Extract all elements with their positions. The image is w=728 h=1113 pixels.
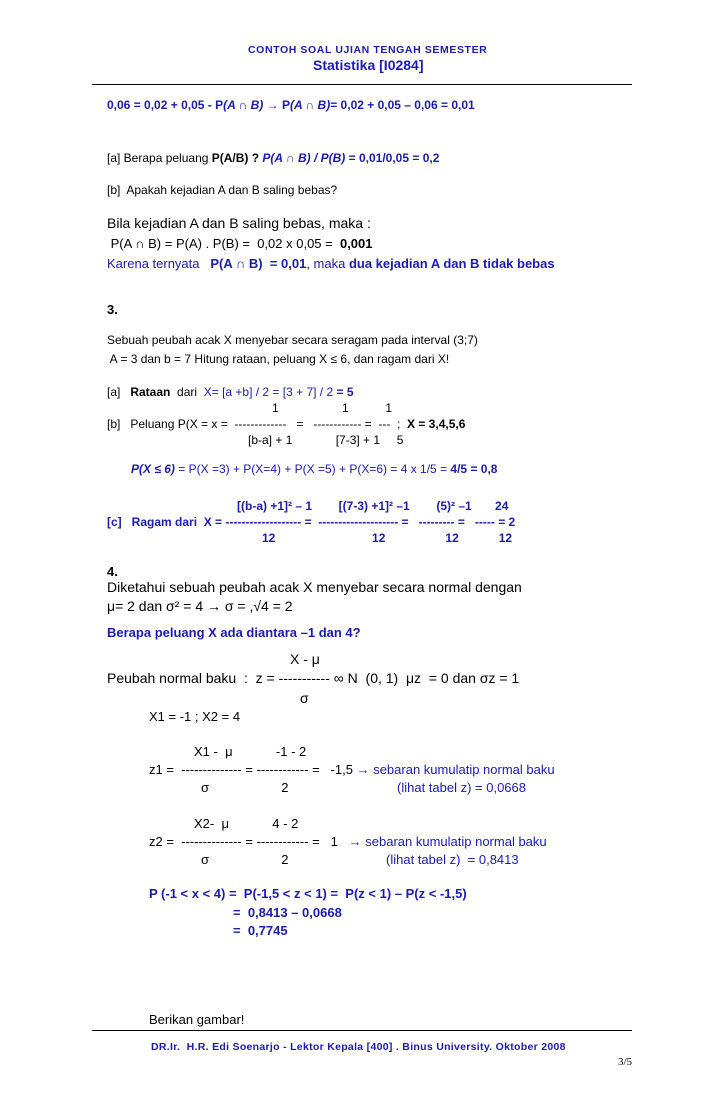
probability-line-1: P (-1 < x < 4) = P(-1,5 < z < 1) = P(z < 1) – P(z < -1,5) [149, 886, 467, 901]
berikan-gambar: Berikan gambar! [149, 1012, 245, 1027]
z2-table-value: (lihat tabel z) = 0,8413 [386, 852, 519, 867]
section-3-problem-1: Sebuah peubah acak X menyebar secara seragam pada interval (3;7) [107, 333, 478, 347]
header-title: Statistika [I0284] [313, 57, 424, 73]
pab-line: P(A ∩ B) = P(A) . P(B) = 0,02 x 0,05 = 0,001 [107, 236, 373, 251]
z1-numerators: X1 - μ -1 - 2 [194, 744, 307, 759]
peluang-numerators: 1 1 1 [272, 401, 393, 415]
section-4-number: 4. [107, 564, 118, 579]
section-3-problem-2: A = 3 dan b = 7 Hitung rataan, peluang X ≤ 6, dan ragam dari X! [107, 352, 450, 366]
footer-divider [92, 1030, 632, 1031]
peluang-denominators: [b-a] + 1 [7-3] + 1 5 [248, 433, 404, 447]
section-4-question: Berapa peluang X ada diantara –1 dan 4? [107, 625, 361, 640]
z2-denominators: σ 2 [201, 852, 289, 867]
z1-denominators: σ 2 [201, 780, 289, 795]
z-formula: Peubah normal baku : z = ----------- ∞ N (0, 1) μz = 0 dan σz = 1 [107, 670, 520, 686]
ragam-numerators: [(b-a) +1]² – 1 [(7-3) +1]² –1 (5)² –1 24 [237, 499, 509, 513]
z2-numerators: X2- μ 4 - 2 [194, 816, 299, 831]
section-4-problem-1: Diketahui sebuah peubah acak X menyebar secara normal dengan [107, 579, 522, 595]
page-number: 3/5 [618, 1056, 633, 1068]
rataan-line: [a] Rataan dari X= [a +b] / 2 = [3 + 7] / 2 = 5 [107, 385, 354, 399]
ragam-denominators: 12 12 12 12 [262, 531, 513, 545]
question-b: [b] Apakah kejadian A dan B saling bebas? [107, 183, 338, 197]
z-numerator: X - μ [290, 651, 320, 667]
equation-line-1: 0,06 = 0,02 + 0,05 - P(A ∩ B) → P(A ∩ B)= 0,02 + 0,05 – 0,06 = 0,01 [107, 98, 475, 112]
z1-table-value: (lihat tabel z) = 0,0668 [397, 780, 526, 795]
probability-line-3: = 0,7745 [233, 923, 288, 938]
px-line: P(X ≤ 6) = P(X =3) + P(X=4) + P(X =5) + P(X=6) = 4 x 1/5 = 4/5 = 0,8 [131, 462, 498, 476]
z2-line: z2 = -------------- = ------------ = 1 → sebaran kumulatip normal baku [149, 834, 547, 849]
z1-line: z1 = -------------- = ------------ = -1,5 → sebaran kumulatip normal baku [149, 762, 555, 777]
section-3-number: 3. [107, 302, 118, 317]
bila-line: Bila kejadian A dan B saling bebas, maka : [107, 215, 371, 231]
probability-line-2: = 0,8413 – 0,0668 [233, 905, 342, 920]
z-denominator: σ [300, 690, 309, 706]
peluang-line: [b] Peluang P(X = x = ------------- = ------------ = --- ; X = 3,4,5,6 [107, 417, 466, 431]
footer-credit: DR.Ir. H.R. Edi Soenarjo - Lektor Kepala [400] . Binus University. Oktober 2008 [151, 1041, 566, 1053]
header-subtitle: CONTOH SOAL UJIAN TENGAH SEMESTER [248, 44, 488, 56]
ragam-line: [c] Ragam dari X = ------------------- = -------------------- = --------- = ----- = 2 [107, 515, 516, 529]
question-a: [a] Berapa peluang P(A/B) ? P(A ∩ B) / P(B) = 0,01/0,05 = 0,2 [107, 151, 440, 165]
header-divider [92, 84, 632, 85]
x-values: X1 = -1 ; X2 = 4 [149, 709, 241, 724]
karena-line: Karena ternyata P(A ∩ B) = 0,01, maka dua kejadian A dan B tidak bebas [107, 256, 555, 271]
section-4-problem-2: μ= 2 dan σ² = 4 → σ = ,√4 = 2 [107, 598, 293, 614]
